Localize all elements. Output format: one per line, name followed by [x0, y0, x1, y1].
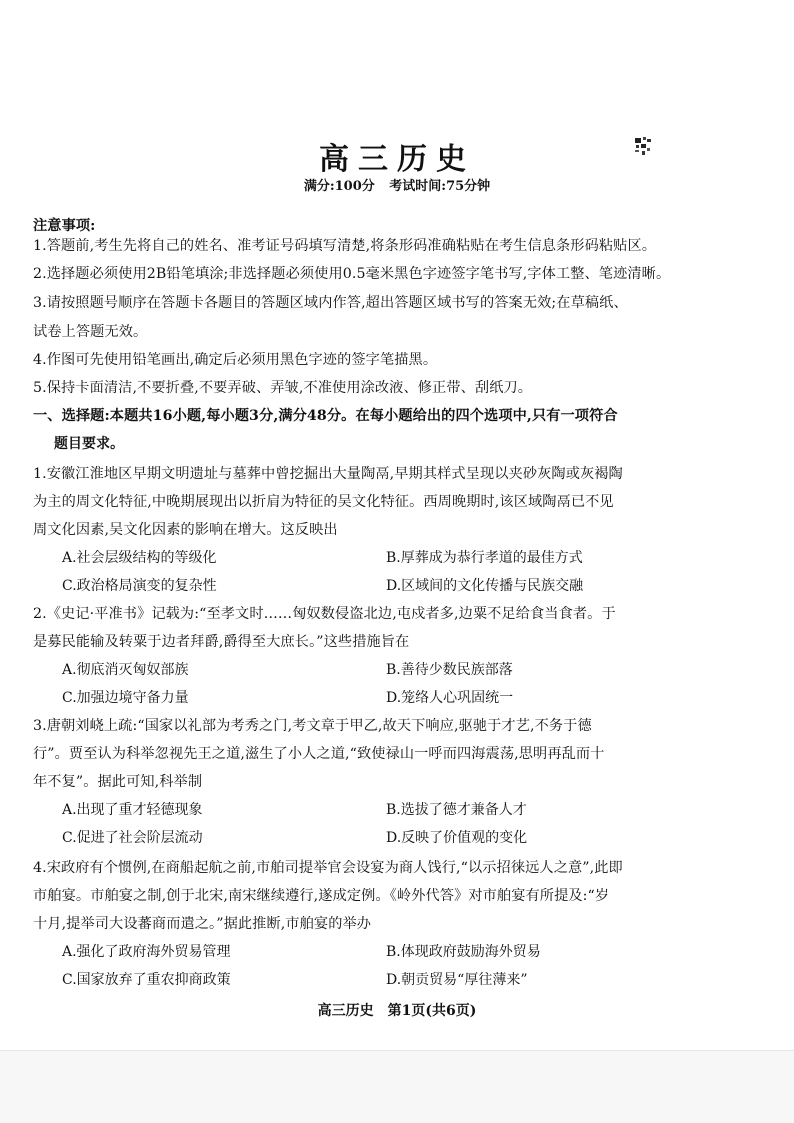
- option-c: C.促进了社会阶层流动: [62, 830, 203, 846]
- option-b: B.厚葬成为恭行孝道的最佳方式: [386, 550, 583, 566]
- option-b: B.善待少数民族部落: [386, 662, 513, 678]
- option-d: D.朝贡贸易“厚往薄来”: [386, 972, 528, 988]
- question-1-stem: 为主的周文化特征,中晚期展现出以折肩为特征的吴文化特征。西周晚期时,该区域陶鬲已不见: [33, 494, 614, 510]
- question-1-stem: 周文化因素,吴文化因素的影响在增大。这反映出: [33, 522, 338, 538]
- option-a: A.彻底消灭匈奴部族: [62, 662, 189, 678]
- option-d: D.笼络人心巩固统一: [386, 690, 514, 706]
- exam-info: [0, 175, 794, 194]
- exam-time: 考试时间:75分钟: [389, 179, 491, 194]
- question-1-stem: 1.安徽江淮地区早期文明遗址与墓葬中曾挖掘出大量陶鬲,早期其样式呈现以夹砂灰陶或灰褐陶: [33, 466, 623, 482]
- option-c: C.国家放弃了重农抑商政策: [62, 972, 231, 988]
- note-line: 3.请按照题号顺序在答题卡各题目的答题区域内作答,超出答题区域书写的答案无效;在草稿纸、: [33, 295, 628, 311]
- question-2-stem: 是募民能输及转粟于边者拜爵,爵得至大庶长。”这些措施旨在: [33, 634, 410, 650]
- question-2-stem: 2.《史记·平准书》记载为:“至孝文时……匈奴数侵盗北边,屯戍者多,边粟不足给食当食者。于: [33, 606, 616, 622]
- option-d: D.反映了价值观的变化: [386, 830, 528, 846]
- note-line: 2.选择题必须使用2B铅笔填涂;非选择题必须使用0.5毫米黑色字迹签字笔书写,字体工整、笔迹清晰。: [33, 266, 671, 282]
- option-b: B.体现政府鼓励海外贸易: [386, 944, 541, 960]
- question-4-stem: 4.宋政府有个惯例,在商船起航之前,市舶司提举官会设宴为商人饯行,“以示招徕远人之意”,此即: [33, 860, 623, 876]
- note-line: 试卷上答题无效。: [33, 324, 148, 340]
- question-4-stem: 市舶宴。市舶宴之制,创于北宋,南宋继续遵行,遂成定例。《岭外代答》对市舶宴有所提及:“岁: [33, 888, 610, 904]
- full-marks: 满分:100分: [303, 179, 375, 194]
- option-a: A.社会层级结构的等级化: [62, 550, 217, 566]
- option-c: C.政治格局演变的复杂性: [62, 578, 217, 594]
- option-b: B.选拔了德才兼备人才: [386, 802, 527, 818]
- notes-heading: 注意事项:: [33, 218, 96, 234]
- question-4-stem: 十月,提举司大设蕃商而遣之。”据此推断,市舶宴的举办: [33, 916, 372, 932]
- note-line: 5.保持卡面清洁,不要折叠,不要弄破、弄皱,不准使用涂改液、修正带、刮纸刀。: [33, 380, 533, 396]
- option-a: A.出现了重才轻德现象: [62, 802, 203, 818]
- note-line: 1.答题前,考生先将自己的姓名、准考证号码填写清楚,将条形码准确粘贴在考生信息条形码粘贴区。: [33, 238, 657, 254]
- section-heading-cont: 题目要求。: [54, 436, 125, 452]
- question-3-stem: 年不复”。据此可知,科举制: [33, 774, 203, 790]
- note-line: 4.作图可先使用铅笔画出,确定后必须用黑色字迹的签字笔描黑。: [33, 352, 438, 368]
- question-3-stem: 行”。贾至认为科举忽视先王之道,滋生了小人之道,“致使禄山一呼而四海震荡,思明再乱而十: [33, 746, 605, 762]
- option-c: C.加强边境守备力量: [62, 690, 189, 706]
- page-gap: [0, 1050, 794, 1123]
- question-3-stem: 3.唐朝刘峣上疏:“国家以礼部为考秀之门,考文章于甲乙,故天下响应,驱驰于才艺,不务于德: [33, 718, 592, 734]
- section-heading: 一、选择题:本题共16小题,每小题3分,满分48分。在每小题给出的四个选项中,只有一项符合: [33, 408, 618, 424]
- page-footer: 高三历史 第1页(共6页): [317, 1003, 477, 1019]
- option-a: A.强化了政府海外贸易管理: [62, 944, 231, 960]
- page-title: 高三历史: [319, 142, 475, 177]
- option-d: D.区域间的文化传播与民族交融: [386, 578, 584, 594]
